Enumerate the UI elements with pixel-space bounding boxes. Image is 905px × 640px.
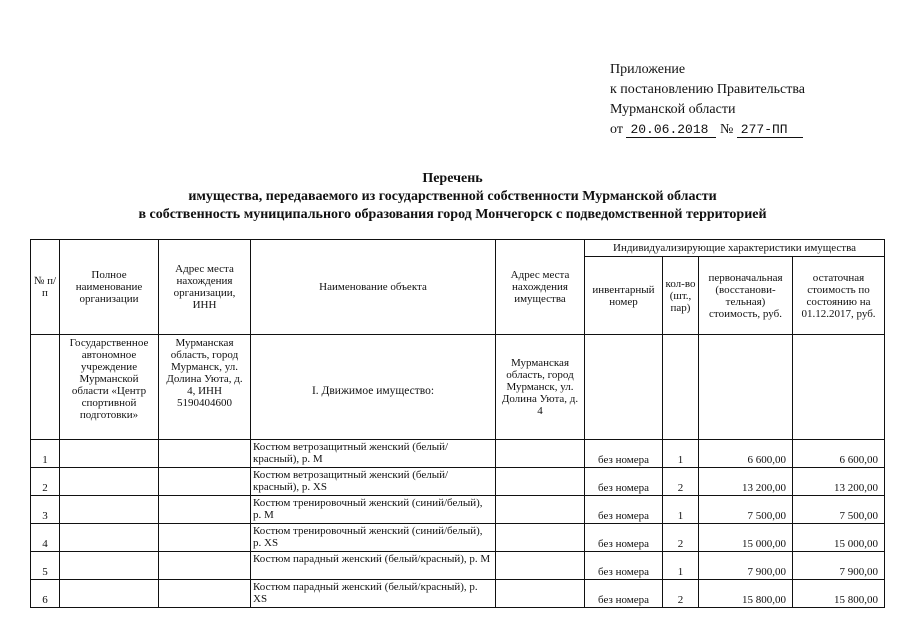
header-quantity: кол-во (шт., пар) <box>663 257 699 335</box>
row-quantity: 2 <box>663 580 699 608</box>
row-org-address <box>159 524 251 552</box>
row-name: Костюм тренировочный женский (синий/белый), р. М <box>251 496 496 524</box>
row-initial-cost: 13 200,00 <box>699 468 793 496</box>
row-num: 6 <box>31 580 60 608</box>
table-row <box>31 552 885 580</box>
resolution-number: 277-ПП <box>737 122 803 138</box>
row-org <box>60 580 159 608</box>
row-residual-cost: 13 200,00 <box>793 468 885 496</box>
row-address <box>496 524 585 552</box>
row-residual-cost: 7 500,00 <box>793 496 885 524</box>
header-inventory: инвентарный номер <box>585 257 663 335</box>
row-org-address <box>159 496 251 524</box>
header-object: Наименование объекта <box>251 240 496 335</box>
appendix-line-2: к постановлению Правительства <box>610 82 806 97</box>
header-residual-cost: остаточная стоимость по состоянию на 01.12.2017, руб. <box>793 257 885 335</box>
section-organization: Государственное автономное учреждение Мурманской области «Центр спортивной подготовки» <box>60 335 159 440</box>
section-row <box>31 335 885 440</box>
title-line-1: Перечень <box>422 171 483 186</box>
row-name: Костюм парадный женский (белый/красный), р. М <box>251 552 496 580</box>
row-quantity: 1 <box>663 496 699 524</box>
row-org-address <box>159 552 251 580</box>
row-name: Костюм ветрозащитный женский (белый/красный), р. М <box>251 440 496 468</box>
row-residual-cost: 7 900,00 <box>793 552 885 580</box>
appendix-date-line <box>610 120 805 140</box>
section-empty-cell <box>699 335 793 440</box>
row-inventory: без номера <box>585 496 663 524</box>
row-quantity: 1 <box>663 552 699 580</box>
title-line-2: имущества, передаваемого из государственной собственности Мурманской области <box>188 189 717 204</box>
row-num: 3 <box>31 496 60 524</box>
row-quantity: 2 <box>663 524 699 552</box>
number-label: № <box>719 122 734 137</box>
section-property-address: Мурманская область, город Мурманск, ул. Долина Уюта, д. 4 <box>496 335 585 440</box>
section-num <box>31 335 60 440</box>
row-initial-cost: 15 800,00 <box>699 580 793 608</box>
row-num: 2 <box>31 468 60 496</box>
header-property-address: Адрес места нахождения имущества <box>496 240 585 335</box>
table-row <box>31 440 885 468</box>
row-inventory: без номера <box>585 524 663 552</box>
row-inventory: без номера <box>585 440 663 468</box>
from-label: от <box>610 122 623 137</box>
row-org <box>60 440 159 468</box>
row-org <box>60 496 159 524</box>
appendix-line-3: Мурманской области <box>610 102 736 117</box>
row-num: 5 <box>31 552 60 580</box>
document-title <box>0 170 905 224</box>
header-characteristics-group: Индивидуализирующие характеристики имущества <box>585 240 885 257</box>
row-org <box>60 468 159 496</box>
row-address <box>496 440 585 468</box>
row-num: 4 <box>31 524 60 552</box>
header-initial-cost: первоначальная (восстанови-тельная) стоимость, руб. <box>699 257 793 335</box>
resolution-date: 20.06.2018 <box>626 122 716 138</box>
row-name: Костюм парадный женский (белый/красный), р. XS <box>251 580 496 608</box>
section-title: I. Движимое имущество: <box>251 335 496 440</box>
row-inventory: без номера <box>585 552 663 580</box>
row-org-address <box>159 580 251 608</box>
row-org <box>60 524 159 552</box>
row-initial-cost: 15 000,00 <box>699 524 793 552</box>
header-org: Полное наименование организации <box>60 240 159 335</box>
property-table <box>30 239 885 608</box>
table-row <box>31 468 885 496</box>
row-quantity: 2 <box>663 468 699 496</box>
section-organization-address: Мурманская область, город Мурманск, ул. Долина Уюта, д. 4, ИНН 5190404600 <box>159 335 251 440</box>
title-line-3: в собственность муниципального образования город Мончегорск с подведомственной территорией <box>138 207 767 222</box>
row-address <box>496 580 585 608</box>
table-row <box>31 496 885 524</box>
section-empty-cell <box>793 335 885 440</box>
appendix-block <box>610 60 805 140</box>
row-initial-cost: 6 600,00 <box>699 440 793 468</box>
section-empty-cell <box>663 335 699 440</box>
row-inventory: без номера <box>585 580 663 608</box>
row-num: 1 <box>31 440 60 468</box>
row-residual-cost: 6 600,00 <box>793 440 885 468</box>
row-org <box>60 552 159 580</box>
row-address <box>496 496 585 524</box>
row-name: Костюм тренировочный женский (синий/белый), р. XS <box>251 524 496 552</box>
row-org-address <box>159 440 251 468</box>
row-name: Костюм ветрозащитный женский (белый/красный), р. XS <box>251 468 496 496</box>
row-quantity: 1 <box>663 440 699 468</box>
table-row <box>31 580 885 608</box>
appendix-line-1: Приложение <box>610 62 686 77</box>
row-address <box>496 468 585 496</box>
row-residual-cost: 15 000,00 <box>793 524 885 552</box>
row-residual-cost: 15 800,00 <box>793 580 885 608</box>
row-inventory: без номера <box>585 468 663 496</box>
row-initial-cost: 7 900,00 <box>699 552 793 580</box>
row-org-address <box>159 468 251 496</box>
header-org-address: Адрес места нахождения организации, ИНН <box>159 240 251 335</box>
row-address <box>496 552 585 580</box>
table-row <box>31 524 885 552</box>
row-initial-cost: 7 500,00 <box>699 496 793 524</box>
section-empty-cell <box>585 335 663 440</box>
header-num: № п/п <box>31 240 60 335</box>
